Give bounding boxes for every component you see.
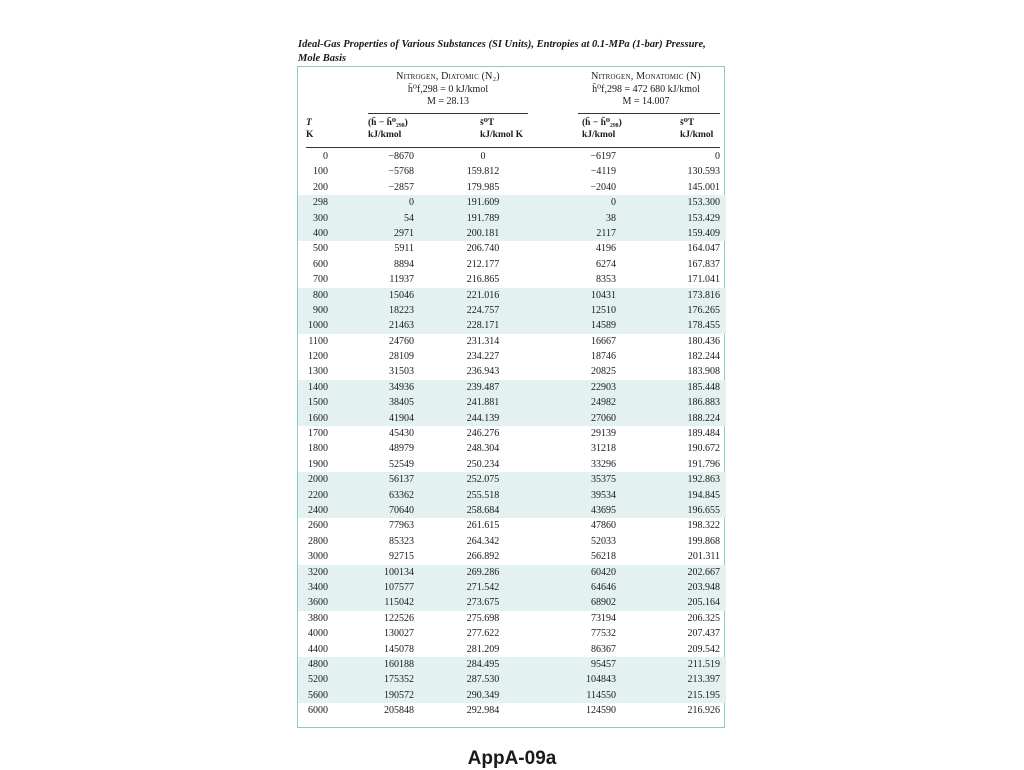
cell-entropy-n: 194.845 — [687, 489, 720, 501]
slide-caption: AppA-09a — [467, 748, 557, 769]
table-row — [298, 534, 726, 549]
cell-enthalpy-n2: 92715 — [389, 551, 414, 563]
property-table — [297, 66, 725, 728]
table-row — [298, 657, 726, 672]
group1-rule — [368, 113, 528, 114]
cell-enthalpy-n2: 85323 — [389, 535, 414, 547]
cell-entropy-n2: 290.349 — [466, 689, 500, 701]
cell-temperature: 1900 — [308, 458, 328, 470]
table-row — [298, 195, 726, 210]
cell-entropy-n: 211.519 — [687, 658, 720, 670]
cell-enthalpy-n2: 21463 — [389, 320, 414, 332]
table-row — [298, 395, 726, 410]
cell-enthalpy-n2: 70640 — [389, 504, 414, 516]
cell-entropy-n: 198.322 — [687, 520, 720, 532]
t-symbol: T — [306, 118, 312, 128]
cell-enthalpy-n: 33296 — [591, 458, 616, 470]
table-row — [298, 503, 726, 518]
cell-enthalpy-n2: 41904 — [389, 412, 414, 424]
cell-temperature: 3000 — [308, 551, 328, 563]
table-row — [298, 164, 726, 179]
table-row — [298, 211, 726, 226]
cell-entropy-n2: 234.227 — [466, 351, 500, 363]
table-row — [298, 426, 726, 441]
cell-enthalpy-n: 64646 — [591, 581, 616, 593]
cell-temperature: 2200 — [308, 489, 328, 501]
cell-entropy-n2: 0 — [480, 151, 486, 162]
cell-temperature: 2800 — [308, 535, 328, 547]
cell-entropy-n2: 266.892 — [466, 551, 500, 563]
cell-enthalpy-n2: 52549 — [389, 458, 414, 470]
cell-enthalpy-n: 35375 — [591, 474, 616, 486]
cell-entropy-n: 192.863 — [687, 474, 720, 486]
cell-temperature: 3600 — [308, 597, 328, 609]
table-row — [298, 349, 726, 364]
cell-entropy-n: 196.655 — [687, 504, 720, 516]
cell-entropy-n2: 241.881 — [466, 397, 500, 409]
cell-entropy-n2: 281.209 — [466, 643, 500, 655]
cell-enthalpy-n2: 63362 — [389, 489, 414, 501]
cell-temperature: 2000 — [308, 474, 328, 486]
group2-rule — [578, 113, 720, 114]
cell-entropy-n: 176.265 — [687, 304, 720, 316]
cell-enthalpy-n: 22903 — [591, 381, 616, 393]
cell-temperature: 600 — [313, 258, 328, 270]
cell-enthalpy-n2: 2971 — [394, 227, 414, 239]
cell-entropy-n2: 252.075 — [466, 474, 500, 486]
cell-temperature: 500 — [313, 243, 328, 255]
cell-temperature: 400 — [313, 227, 328, 239]
cell-entropy-n2: 212.177 — [466, 258, 500, 270]
header-rule — [306, 147, 720, 148]
cell-enthalpy-n2: 130027 — [384, 628, 414, 640]
group2-name: Nitrogen, Monatomic (N) — [591, 71, 701, 82]
cell-entropy-n: 180.436 — [687, 335, 720, 347]
cell-enthalpy-n: −4119 — [590, 166, 616, 178]
table-row — [298, 518, 726, 533]
s1-symbol: s̄⁰T — [480, 118, 495, 128]
table-row — [298, 303, 726, 318]
cell-entropy-n: 167.837 — [687, 258, 720, 270]
cell-entropy-n2: 191.609 — [466, 197, 500, 209]
cell-enthalpy-n: 20825 — [591, 366, 616, 378]
cell-enthalpy-n: 18746 — [591, 351, 616, 363]
cell-entropy-n2: 231.314 — [466, 335, 500, 347]
table-row — [298, 411, 726, 426]
cell-entropy-n: 153.429 — [687, 212, 720, 224]
cell-enthalpy-n: 47860 — [591, 520, 616, 532]
cell-temperature: 100 — [313, 166, 328, 178]
cell-temperature: 4400 — [308, 643, 328, 655]
table-row — [298, 441, 726, 456]
t-unit: K — [306, 130, 314, 140]
group1-name: Nitrogen, Diatomic (N₂) — [396, 71, 500, 82]
cell-temperature: 3400 — [308, 581, 328, 593]
cell-entropy-n2: 258.684 — [466, 504, 500, 516]
cell-entropy-n: 207.437 — [687, 628, 720, 640]
cell-entropy-n2: 277.622 — [466, 628, 500, 640]
cell-enthalpy-n2: 45430 — [389, 428, 414, 440]
cell-enthalpy-n: 114550 — [586, 689, 616, 701]
group2-molar-mass: M = 14.007 — [622, 96, 670, 107]
cell-temperature: 200 — [313, 181, 328, 193]
cell-entropy-n2: 248.304 — [466, 443, 500, 455]
cell-temperature: 1500 — [308, 397, 328, 409]
table-row — [298, 472, 726, 487]
cell-entropy-n: 0 — [715, 151, 720, 162]
cell-entropy-n: 203.948 — [687, 581, 720, 593]
cell-entropy-n2: 159.812 — [466, 166, 500, 178]
cell-entropy-n2: 206.740 — [466, 243, 500, 255]
cell-entropy-n2: 224.757 — [466, 304, 500, 316]
col-header-h1 — [368, 117, 408, 141]
cell-enthalpy-n2: 107577 — [384, 581, 414, 593]
cell-temperature: 1600 — [308, 412, 328, 424]
cell-entropy-n2: 246.276 — [466, 428, 500, 440]
cell-enthalpy-n: 16667 — [591, 335, 616, 347]
cell-enthalpy-n2: 115042 — [384, 597, 414, 609]
cell-entropy-n2: 191.789 — [466, 212, 500, 224]
cell-enthalpy-n2: 145078 — [384, 643, 414, 655]
cell-enthalpy-n2: −8670 — [388, 151, 414, 162]
cell-enthalpy-n2: 8894 — [394, 258, 414, 270]
s2-symbol: s̄⁰T — [680, 118, 695, 128]
table-row — [298, 380, 726, 395]
cell-temperature: 700 — [313, 274, 328, 286]
cell-entropy-n2: 228.171 — [466, 320, 500, 332]
h2-unit: kJ/kmol — [582, 130, 616, 140]
cell-entropy-n: 159.409 — [687, 227, 720, 239]
table-row — [298, 642, 726, 657]
cell-enthalpy-n: 10431 — [591, 289, 616, 301]
h1-unit: kJ/kmol — [368, 130, 402, 140]
cell-enthalpy-n: 4196 — [596, 243, 616, 255]
cell-entropy-n: 213.397 — [687, 674, 720, 686]
cell-entropy-n: 145.001 — [687, 181, 720, 193]
cell-enthalpy-n: 24982 — [591, 397, 616, 409]
cell-enthalpy-n: 68902 — [591, 597, 616, 609]
table-row — [298, 149, 726, 164]
table-row — [298, 180, 726, 195]
cell-enthalpy-n2: 175352 — [384, 674, 414, 686]
table-row — [298, 457, 726, 472]
cell-enthalpy-n2: 56137 — [389, 474, 414, 486]
cell-entropy-n: 188.224 — [687, 412, 720, 424]
cell-temperature: 1200 — [308, 351, 328, 363]
cell-enthalpy-n2: 18223 — [389, 304, 414, 316]
cell-enthalpy-n2: 205848 — [384, 705, 414, 717]
table-row — [298, 611, 726, 626]
cell-enthalpy-n2: 34936 — [389, 381, 414, 393]
cell-temperature: 2600 — [308, 520, 328, 532]
cell-temperature: 1700 — [308, 428, 328, 440]
table-title: Ideal-Gas Properties of Various Substances (SI Units), Entropies at 0.1-MPa (1-bar) Pressure, Mole Basis — [298, 39, 706, 64]
cell-entropy-n2: 244.139 — [466, 412, 500, 424]
cell-temperature: 4800 — [308, 658, 328, 670]
cell-enthalpy-n: 56218 — [591, 551, 616, 563]
cell-enthalpy-n2: 100134 — [384, 566, 414, 578]
cell-entropy-n2: 271.542 — [466, 581, 500, 593]
cell-enthalpy-n: −2040 — [590, 181, 616, 193]
cell-enthalpy-n2: 54 — [404, 212, 414, 224]
cell-entropy-n2: 216.865 — [466, 274, 500, 286]
table-row — [298, 672, 726, 687]
cell-temperature: 2400 — [308, 504, 328, 516]
cell-entropy-n: 209.542 — [687, 643, 720, 655]
cell-temperature: 800 — [313, 289, 328, 301]
group1-enthalpy-formation: h̄⁰f,298 = 0 kJ/kmol — [407, 83, 489, 95]
cell-enthalpy-n2: −2857 — [388, 181, 414, 193]
cell-enthalpy-n2: 11937 — [389, 274, 414, 286]
cell-enthalpy-n2: 5911 — [394, 243, 414, 255]
h1-symbol: (h̄ − h̄⁰₂₉₈) — [368, 118, 408, 128]
h2-symbol: (h̄ − h̄⁰₂₉₈) — [582, 118, 622, 128]
cell-entropy-n: 130.593 — [687, 166, 720, 178]
cell-enthalpy-n: 86367 — [591, 643, 616, 655]
cell-temperature: 1000 — [308, 320, 328, 332]
cell-entropy-n2: 179.985 — [466, 181, 500, 193]
cell-enthalpy-n2: 0 — [409, 197, 414, 209]
cell-entropy-n: 206.325 — [687, 612, 720, 624]
cell-temperature: 298 — [313, 197, 328, 209]
cell-entropy-n2: 284.495 — [466, 658, 500, 670]
cell-entropy-n2: 250.234 — [466, 458, 500, 470]
cell-entropy-n: 164.047 — [687, 243, 720, 255]
cell-enthalpy-n2: 48979 — [389, 443, 414, 455]
cell-temperature: 900 — [313, 304, 328, 316]
table-row — [298, 595, 726, 610]
cell-enthalpy-n2: 122526 — [384, 612, 414, 624]
cell-enthalpy-n: −6197 — [590, 151, 616, 162]
table-row — [298, 226, 726, 241]
group-nitrogen-monatomic — [568, 71, 724, 109]
cell-entropy-n: 186.883 — [687, 397, 720, 409]
s2-unit: kJ/kmol — [680, 130, 714, 140]
cell-temperature: 1300 — [308, 366, 328, 378]
cell-entropy-n: 201.311 — [687, 551, 720, 563]
cell-enthalpy-n: 52033 — [591, 535, 616, 547]
table-row — [298, 565, 726, 580]
cell-enthalpy-n: 38 — [606, 212, 616, 224]
cell-entropy-n2: 200.181 — [466, 227, 500, 239]
cell-enthalpy-n2: 31503 — [389, 366, 414, 378]
cell-enthalpy-n: 73194 — [591, 612, 616, 624]
cell-temperature: 3200 — [308, 566, 328, 578]
cell-temperature: 5200 — [308, 674, 328, 686]
cell-entropy-n: 182.244 — [687, 351, 720, 363]
table-row — [298, 272, 726, 287]
table-row — [298, 549, 726, 564]
cell-enthalpy-n: 29139 — [591, 428, 616, 440]
cell-enthalpy-n2: 77963 — [389, 520, 414, 532]
s1-unit: kJ/kmol K — [480, 130, 524, 140]
cell-entropy-n: 215.195 — [687, 689, 720, 701]
cell-temperature: 6000 — [308, 705, 328, 717]
cell-enthalpy-n: 8353 — [596, 274, 616, 286]
col-header-h2 — [582, 117, 622, 141]
cell-enthalpy-n: 104843 — [586, 674, 616, 686]
table-row — [298, 703, 726, 718]
cell-entropy-n: 199.868 — [687, 535, 720, 547]
cell-enthalpy-n: 60420 — [591, 566, 616, 578]
cell-entropy-n: 202.667 — [687, 566, 720, 578]
cell-entropy-n: 185.448 — [687, 381, 720, 393]
cell-entropy-n: 153.300 — [687, 197, 720, 209]
cell-entropy-n: 205.164 — [687, 597, 720, 609]
cell-entropy-n2: 261.615 — [466, 520, 500, 532]
cell-enthalpy-n: 31218 — [591, 443, 616, 455]
cell-entropy-n: 189.484 — [687, 428, 720, 440]
table-row — [298, 257, 726, 272]
cell-temperature: 300 — [313, 212, 328, 224]
group-nitrogen-diatomic — [368, 71, 528, 109]
cell-enthalpy-n: 6274 — [596, 258, 616, 270]
cell-enthalpy-n: 27060 — [591, 412, 616, 424]
cell-entropy-n2: 273.675 — [466, 597, 500, 609]
cell-enthalpy-n2: −5768 — [388, 166, 414, 178]
cell-entropy-n2: 292.984 — [466, 705, 500, 717]
cell-entropy-n2: 221.016 — [466, 289, 500, 301]
col-header-t — [306, 117, 313, 141]
cell-entropy-n: 178.455 — [687, 320, 720, 332]
col-header-s1 — [480, 117, 523, 141]
cell-entropy-n: 171.041 — [687, 274, 720, 286]
group2-enthalpy-formation: h̄⁰f,298 = 472 680 kJ/kmol — [592, 83, 700, 95]
table-row — [298, 488, 726, 503]
cell-enthalpy-n2: 190572 — [384, 689, 414, 701]
group1-molar-mass: M = 28.13 — [426, 96, 470, 107]
cell-enthalpy-n: 39534 — [591, 489, 616, 501]
cell-entropy-n: 190.672 — [687, 443, 720, 455]
table-row — [298, 580, 726, 595]
table-row — [298, 288, 726, 303]
cell-enthalpy-n2: 160188 — [384, 658, 414, 670]
cell-enthalpy-n: 43695 — [591, 504, 616, 516]
cell-enthalpy-n: 14589 — [591, 320, 616, 332]
cell-entropy-n2: 275.698 — [466, 612, 500, 624]
cell-entropy-n2: 255.518 — [466, 489, 500, 501]
cell-entropy-n2: 264.342 — [466, 535, 500, 547]
cell-temperature: 5600 — [308, 689, 328, 701]
cell-entropy-n: 216.926 — [687, 705, 720, 717]
cell-enthalpy-n: 124590 — [586, 705, 616, 717]
table-row — [298, 318, 726, 333]
col-header-s2 — [680, 117, 713, 141]
cell-enthalpy-n2: 28109 — [389, 351, 414, 363]
cell-enthalpy-n: 2117 — [596, 227, 616, 239]
cell-entropy-n2: 236.943 — [466, 366, 500, 378]
cell-entropy-n2: 269.286 — [466, 566, 500, 578]
cell-enthalpy-n2: 24760 — [389, 335, 414, 347]
table-row — [298, 688, 726, 703]
cell-entropy-n2: 239.487 — [466, 381, 500, 393]
cell-temperature: 4000 — [308, 628, 328, 640]
cell-enthalpy-n2: 15046 — [389, 289, 414, 301]
cell-temperature: 0 — [323, 151, 328, 162]
cell-entropy-n: 183.908 — [687, 366, 720, 378]
cell-temperature: 1400 — [308, 381, 328, 393]
cell-temperature: 3800 — [308, 612, 328, 624]
cell-temperature: 1100 — [308, 335, 328, 347]
cell-temperature: 1800 — [308, 443, 328, 455]
table-row — [298, 241, 726, 256]
table-row — [298, 626, 726, 641]
table-row — [298, 334, 726, 349]
cell-enthalpy-n: 12510 — [591, 304, 616, 316]
table-body — [298, 149, 726, 718]
cell-enthalpy-n: 95457 — [591, 658, 616, 670]
cell-entropy-n: 191.796 — [687, 458, 720, 470]
cell-entropy-n: 173.816 — [687, 289, 720, 301]
table-row — [298, 364, 726, 379]
cell-enthalpy-n2: 38405 — [389, 397, 414, 409]
cell-enthalpy-n: 77532 — [591, 628, 616, 640]
cell-enthalpy-n: 0 — [611, 197, 616, 209]
cell-entropy-n2: 287.530 — [466, 674, 500, 686]
